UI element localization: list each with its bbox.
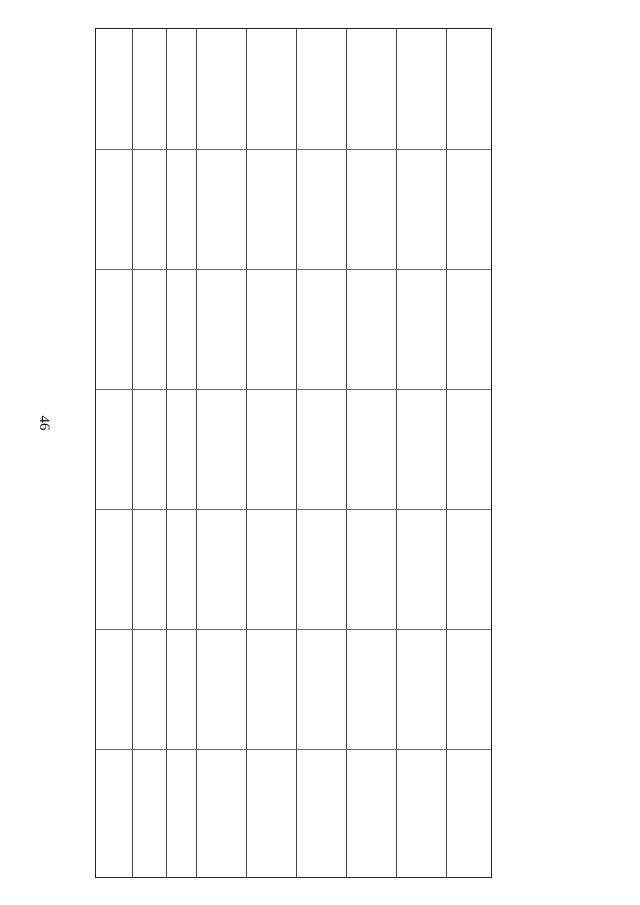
page-number: 46 [36,415,52,431]
table-row-divider [96,749,491,750]
table-row-divider [96,149,491,150]
rotated-table [95,28,492,878]
table-row-divider [96,389,491,390]
table-row-divider [96,629,491,630]
table-row-divider [96,509,491,510]
table-row-divider [96,269,491,270]
